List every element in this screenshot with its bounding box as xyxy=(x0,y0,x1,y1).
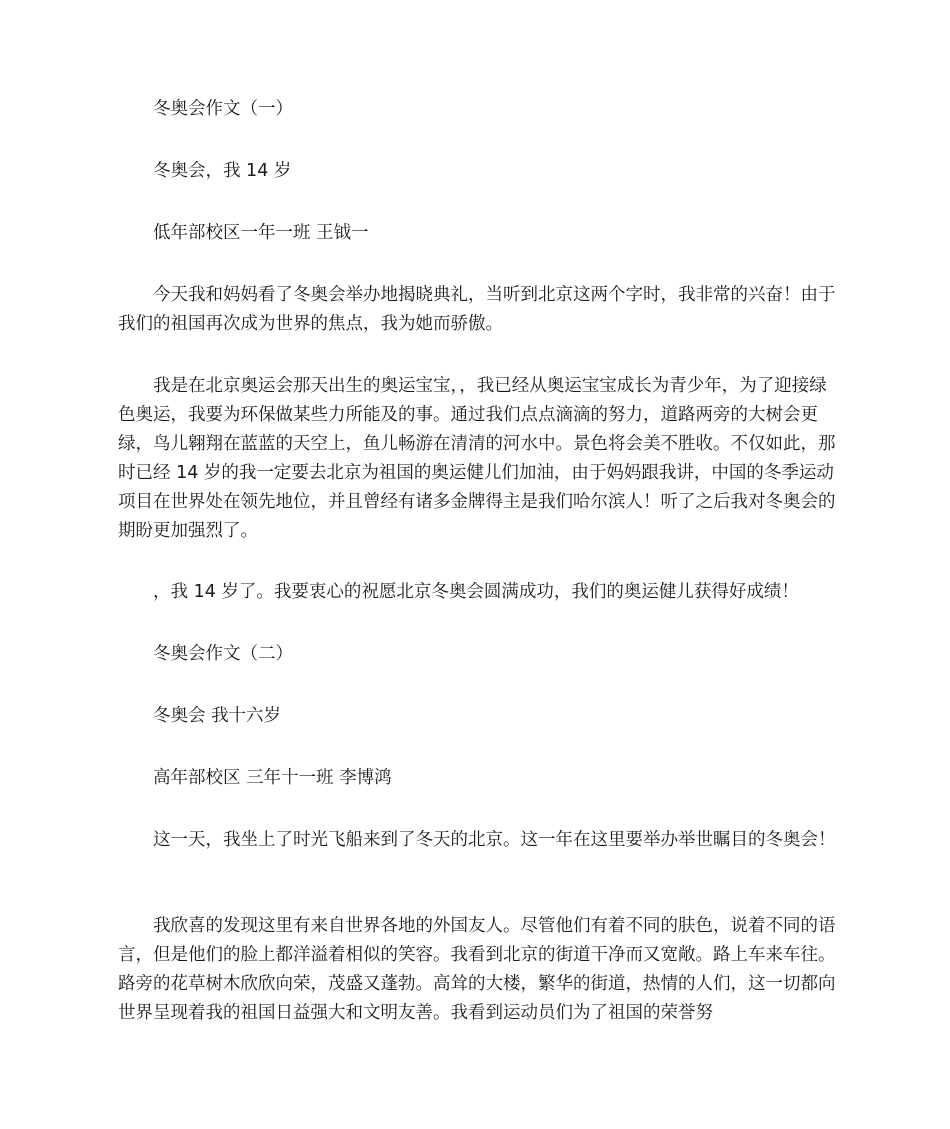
essay1-title: 冬奥会，我 14 岁 xyxy=(153,161,292,181)
essay2-title: 冬奥会 我十六岁 xyxy=(153,706,282,726)
essay1-paragraph-3: ，我 14 岁了。我要衷心的祝愿北京冬奥会圆满成功，我们的奥运健儿获得好成绩！ xyxy=(153,582,799,602)
essay1-paragraph-1: 今天我和妈妈看了冬奥会举办地揭晓典礼，当听到北京这两个字时，我非常的兴奋！由于我们的祖国再次成为世界的焦点，我为她而骄傲。 xyxy=(118,285,836,334)
essay2-author: 高年部校区 三年十一班 李博鸿 xyxy=(153,768,392,788)
essay1-author: 低年部校区一年一班 王钺一 xyxy=(153,223,369,243)
essay1-paragraph-2: 我是在北京奥运会那天出生的奥运宝宝，，我已经从奥运宝宝成长为青少年，为了迎接绿色奥运，我要为环保做某些力所能及的事。通过我们点点滴滴的努力，道路两旁的大树会更绿，鸟儿翱翔在蓝蓝的天空上，鱼儿畅游在清清的河水中。景色将会美不胜收。不仅如此，那时已经 14 岁的我一定要去北京为祖国的奥运健儿们加油，由于妈妈跟我讲，中国的冬季运动项目在世界处在领先地位，并且曾经有诸多金牌得主是我们哈尔滨人！听了之后我对冬奥会的期盼更加强烈了。 xyxy=(118,376,836,541)
essay1-heading: 冬奥会作文（一） xyxy=(153,99,293,119)
essay2-paragraph-2: 我欣喜的发现这里有来自世界各地的外国友人。尽管他们有着不同的肤色，说着不同的语言，但是他们的脸上都洋溢着相似的笑容。我看到北京的街道干净而又宽敞。路上车来车往。路旁的花草树木欣欣向荣，茂盛又蓬勃。高耸的大楼，繁华的街道，热情的人们，这一切都向世界呈现着我的祖国日益强大和文明友善。我看到运动员们为了祖国的荣誉努 xyxy=(118,916,836,1023)
essay2-heading: 冬奥会作文（二） xyxy=(153,644,293,664)
essay2-paragraph-1: 这一天，我坐上了时光飞船来到了冬天的北京。这一年在这里要举办举世瞩目的冬奥会！ xyxy=(153,830,836,850)
